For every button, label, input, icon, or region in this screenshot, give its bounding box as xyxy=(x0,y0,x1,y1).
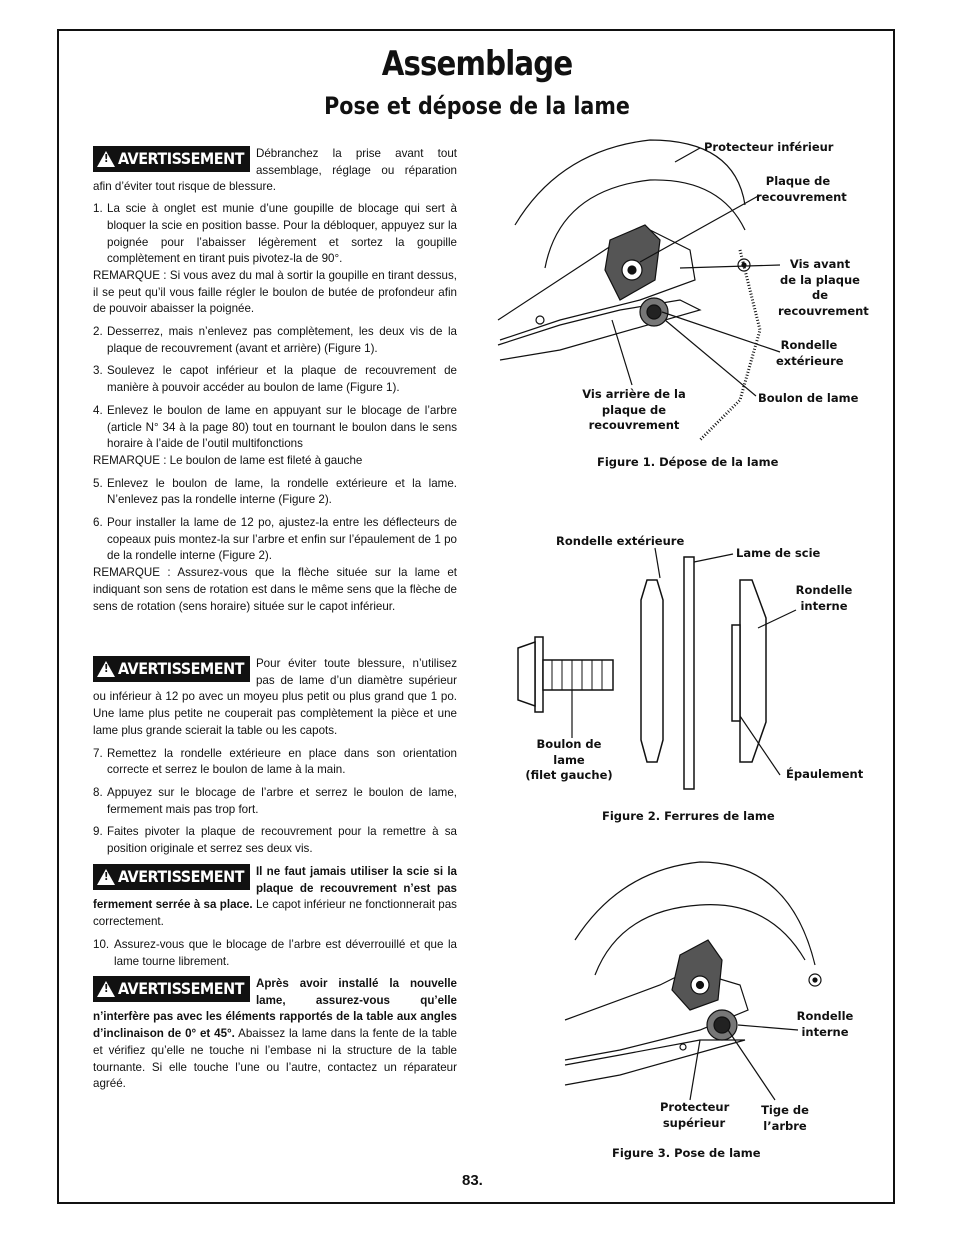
step-8: 8. Appuyez sur le blocage de l’arbre et serrez le boulon de lame, fermement mais pas trop fort. xyxy=(93,785,457,816)
warning-2: !AVERTISSEMENT Pour éviter toute blessure, n’utilisez pas de lame d’un diamètre supérieur ou inférieur à 12 po avec un moyeu plus petit ou plus grand que 1 po. Une lame plus petite ne couperait pas complètement la pièce et une lame plus grande scierait la table ou les capots. xyxy=(93,656,457,740)
fig3-label-tige: Tige de l’arbre xyxy=(761,1103,809,1133)
page-number: 83. xyxy=(462,1172,483,1189)
step-5: 5. Enlevez le boulon de lame, la rondelle extérieure et la lame. N’enlevez pas la rondelle interne (Figure 2). xyxy=(93,476,457,507)
fig2-label-lame: Lame de scie xyxy=(736,546,821,560)
page-subtitle: Pose et dépose de la lame xyxy=(324,92,630,120)
figure-2-caption: Figure 2. Ferrures de lame xyxy=(602,809,775,823)
note-1: REMARQUE : Si vous avez du mal à sortir la goupille en tirant dessus, il se peut qu’il vous faille régler le boulon de butée de profondeur afin de pouvoir abaisser la poignée. xyxy=(93,268,457,316)
step-4: 4. Enlevez le boulon de lame en appuyant sur le blocage de l’arbre (article N° 34 à la page 80) tout en tournant le boulon dans le sens horaire à l’aide de l’outil multifonctions xyxy=(93,403,457,451)
fig1-label-vis-avant: Vis avant de la plaque de recouvrement xyxy=(778,257,869,318)
fig3-label-rondelle-interne: Rondelle interne xyxy=(796,1009,854,1039)
step-7: 7. Remettez la rondelle extérieure en place dans son orientation correcte et serrez le boulon de lame à la main. xyxy=(93,746,457,777)
step-10: 10. Assurez-vous que le blocage de l’arbre est déverrouillé et que la lame tourne librement. xyxy=(93,937,457,968)
figure-3-caption: Figure 3. Pose de lame xyxy=(612,1146,761,1160)
warning-badge: !AVERTISSEMENT xyxy=(93,976,250,1002)
fig1-label-protecteur: Protecteur inférieur xyxy=(704,140,834,154)
warning-badge: !AVERTISSEMENT xyxy=(93,864,250,890)
fig3-label-protecteur: Protecteur supérieur xyxy=(660,1100,730,1130)
step-1: 1. La scie à onglet est munie d’une goupille de blocage qui sert à bloquer la scie en position basse. Pour la débloquer, appuyez sur la poignée pour l’abaisser légèrement et sortez la goupille complètement en tirant puis pivotez-la de 90°. xyxy=(93,202,457,266)
step-3: 3. Soulevez le capot inférieur et la plaque de recouvrement de manière à pouvoir accéder au boulon de lame (Figure 1). xyxy=(93,364,457,395)
fig1-label-vis-arriere: Vis arrière de la plaque de recouvrement xyxy=(582,387,686,432)
fig2-label-rondelle-interne: Rondelle interne xyxy=(795,583,853,613)
step-6: 6. Pour installer la lame de 12 po, ajustez-la entre les déflecteurs de copeaux puis montez-la sur l’arbre et enfin sur l’épaulement de 1 po de la rondelle interne (Figure 2). xyxy=(93,516,457,563)
warning-badge: !AVERTISSEMENT xyxy=(93,656,250,682)
note-6: REMARQUE : Assurez-vous que la flèche située sur la lame et indiquant son sens de rotation est dans le même sens que la flèche de sens de rotation (sens horaire) située sur le capot inférieur. xyxy=(93,566,457,613)
figure-3-saw-drawing xyxy=(565,862,821,1100)
fig2-label-boulon: Boulon de lame (filet gauche) xyxy=(525,737,613,782)
warning-1: !AVERTISSEMENT Débranchez la prise avant tout assemblage, réglage ou réparation afin d’éviter tout risque de blessure. xyxy=(93,146,457,196)
step-9: 9. Faites pivoter la plaque de recouvrement pour la remettre à sa position originale et serrez ses deux vis. xyxy=(93,825,457,856)
figure-1-caption: Figure 1. Dépose de la lame xyxy=(597,455,779,469)
fig1-label-plaque: Plaque de recouvrement xyxy=(756,174,847,204)
page-title: Assemblage xyxy=(381,44,573,84)
fig2-label-rondelle-exterieure: Rondelle extérieure xyxy=(556,534,685,548)
warning-3: !AVERTISSEMENT Il ne faut jamais utiliser la scie si la plaque de recouvrement n’est pas fermement serrée à sa place. Le capot inférieur ne fonctionnerait pas correctement. xyxy=(93,864,457,931)
step-2: 2. Desserrez, mais n’enlevez pas complètement, les deux vis de la plaque de recouvrement (avant et arrière) (Figure 1). xyxy=(93,325,457,355)
warning-4: !AVERTISSEMENT Après avoir installé la nouvelle lame, assurez-vous qu’elle n’interfère pas avec les éléments rapportés de la table aux angles d’inclinaison de 0° et 45°. Abaissez la lame dans la fente de la table et vérifiez qu’elle ne touche ni l’embase ni la structure de la table tournante. Si elle touche l’une ou l’autre, contactez un réparateur agréé. xyxy=(93,976,457,1093)
fig1-label-boulon: Boulon de lame xyxy=(758,391,859,405)
warning-badge: !AVERTISSEMENT xyxy=(93,146,250,172)
note-4: REMARQUE : Le boulon de lame est fileté à gauche xyxy=(93,453,363,467)
fig2-label-epaulement: Épaulement xyxy=(786,767,864,781)
fig1-label-rondelle-exterieure: Rondelle extérieure xyxy=(776,338,844,368)
